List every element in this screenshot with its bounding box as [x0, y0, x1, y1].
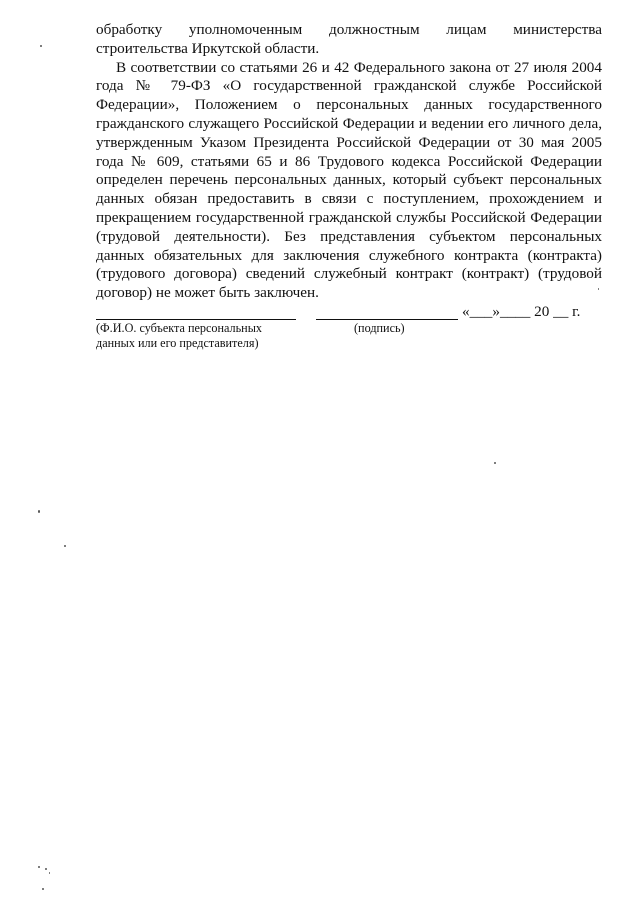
scan-speck [38, 866, 40, 868]
fio-caption: (Ф.И.О. субъекта персональных данных или его представителя) [96, 321, 262, 350]
scan-speck [40, 45, 42, 47]
scan-speck [42, 888, 44, 890]
scan-speck [64, 545, 66, 547]
fio-signature-line [96, 319, 296, 320]
scan-speck [598, 288, 599, 290]
date-field: «___»____ 20 __ г. [462, 303, 581, 320]
signature-caption: (подпись) [354, 321, 405, 335]
scan-speck [38, 510, 40, 513]
paragraph-continuation: обработку уполномоченным должностным лицам министерства строительства Иркутской области. [96, 21, 602, 57]
signature-row [96, 301, 602, 321]
signature-line [316, 319, 458, 320]
scan-speck [49, 872, 50, 874]
paragraph-legal-basis: В соответствии со статьями 26 и 42 Федерального закона от 27 июля 2004 года № 79-ФЗ «О государственной гражданской службе Российской Федерации», Положением о персональных данных государственного гражданского служащего Российской Федерации и ведении его личного дела, утвержденным Указом Президента Российской Федерации от 30 мая 2005 года № 609, статьями 65 и 86 Трудового кодекса Российской Федерации определен перечень персональных данных, который субъект персональных данных обязан предоставить в связи с поступлением, прохождением и прекращением государственной гражданской службы Российской Федерации (трудовой деятельности). Без представления субъектом персональных данных обязательных для заключения служебного контракта (контракта) (трудового договора) сведений служебный контракт (контракт) (трудовой договор) не может быть заключен. [96, 58, 602, 302]
scan-speck [45, 868, 47, 870]
scan-speck [494, 462, 496, 464]
document-body [96, 21, 602, 303]
